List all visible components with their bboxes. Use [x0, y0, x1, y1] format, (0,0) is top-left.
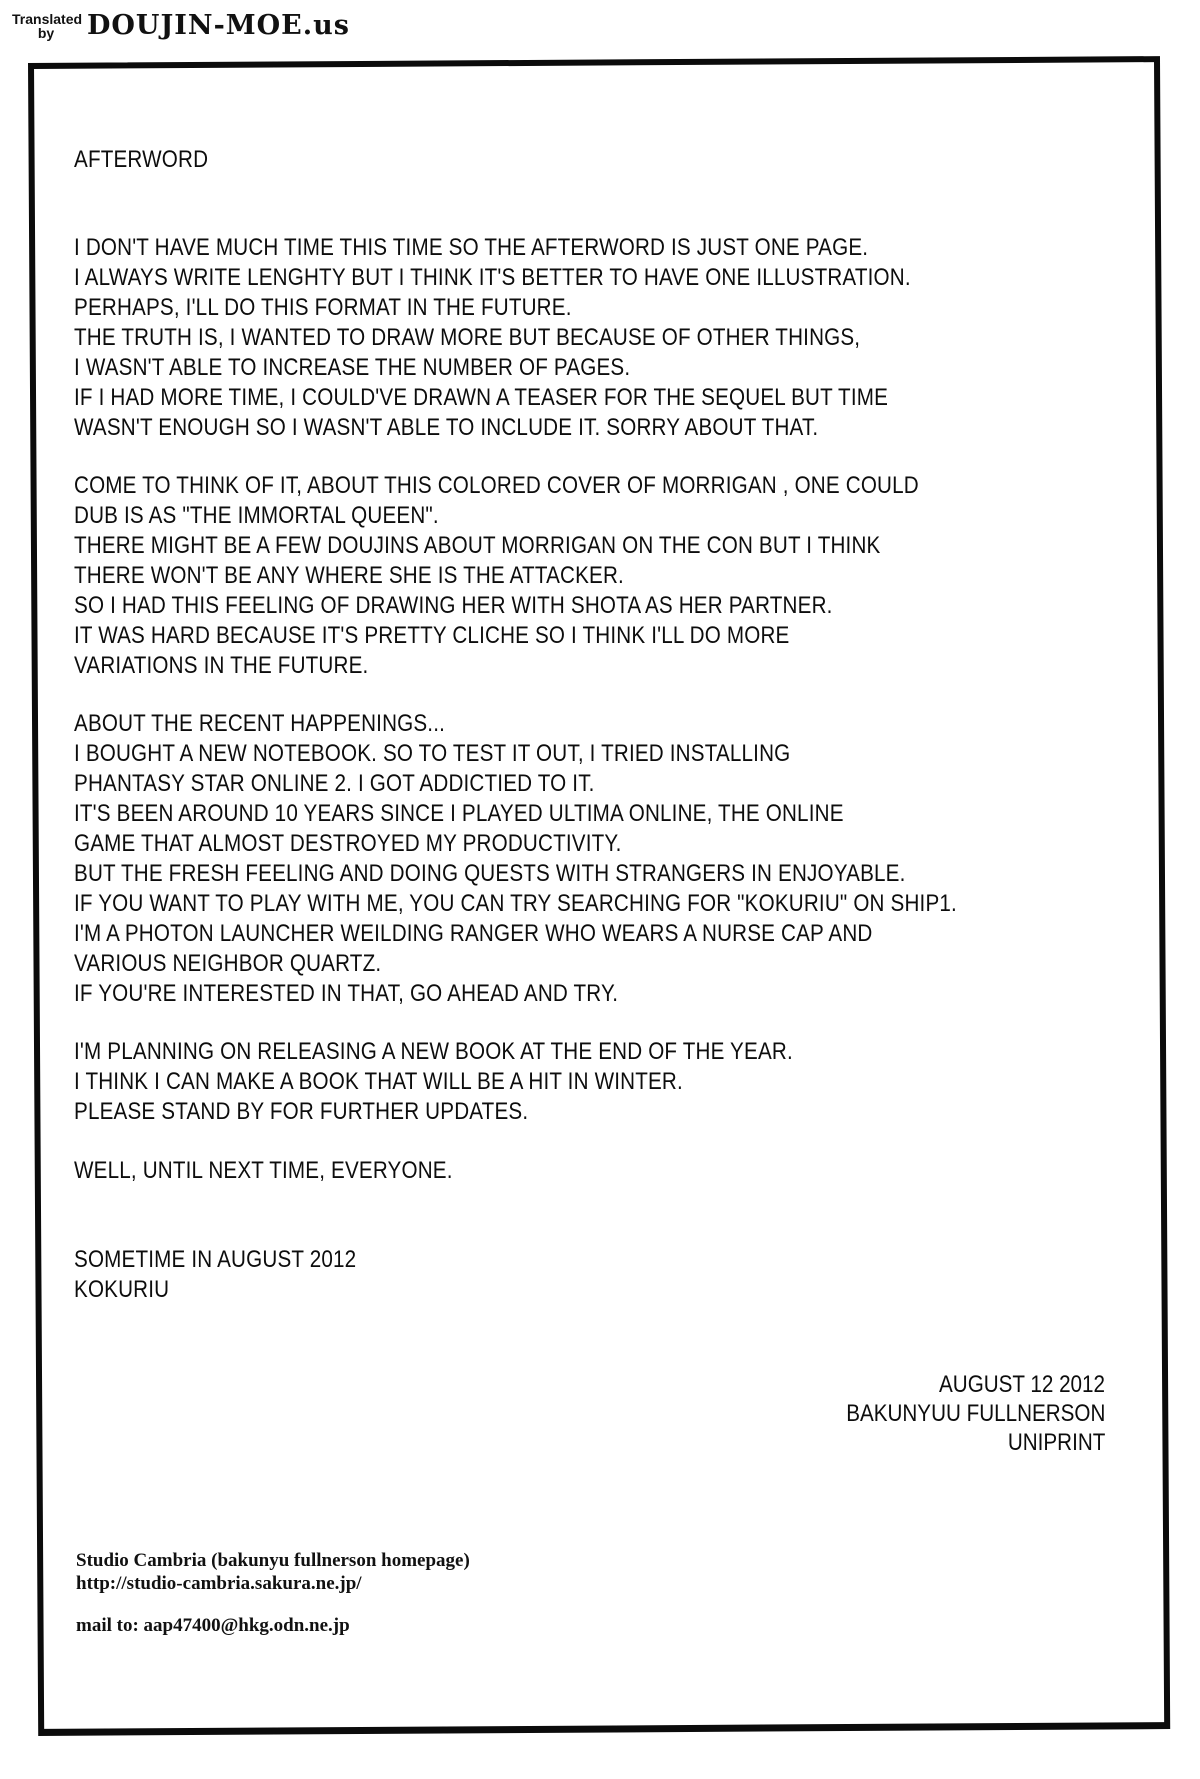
text-line: I DON'T HAVE MUCH TIME THIS TIME SO THE AFTERWORD IS JUST ONE PAGE. — [74, 234, 869, 261]
signature-author: KOKURIU — [74, 1276, 170, 1303]
text-line: I BOUGHT A NEW NOTEBOOK. SO TO TEST IT OUT, I TRIED INSTALLING — [74, 740, 791, 767]
text-line: DUB IS AS "THE IMMORTAL QUEEN". — [74, 502, 439, 529]
text-line: THERE WON'T BE ANY WHERE SHE IS THE ATTACKER. — [74, 562, 624, 589]
text-line: I THINK I CAN MAKE A BOOK THAT WILL BE A HIT IN WINTER. — [74, 1068, 683, 1095]
text-line: IF YOU WANT TO PLAY WITH ME, YOU CAN TRY SEARCHING FOR "KOKURIU" ON SHIP1. — [74, 890, 957, 917]
colophon-printer: UNIPRINT — [1007, 1429, 1105, 1456]
translator-logo: DOUJIN-MOE.us — [87, 10, 350, 41]
text-line: I ALWAYS WRITE LENGHTY BUT I THINK IT'S BETTER TO HAVE ONE ILLUSTRATION. — [74, 264, 911, 291]
text-line: IF YOU'RE INTERESTED IN THAT, GO AHEAD AND TRY. — [74, 980, 619, 1007]
text-line: VARIOUS NEIGHBOR QUARTZ. — [74, 950, 382, 977]
colophon-title: BAKUNYUU FULLNERSON — [845, 1400, 1105, 1427]
page-title: AFTERWORD — [74, 146, 209, 173]
text-line: IT WAS HARD BECAUSE IT'S PRETTY CLICHE SO I THINK I'LL DO MORE — [74, 622, 790, 649]
translator-credit — [12, 6, 352, 46]
text-line: I'M A PHOTON LAUNCHER WEILDING RANGER WHO WEARS A NURSE CAP AND — [74, 920, 873, 947]
text-line: PLEASE STAND BY FOR FURTHER UPDATES. — [74, 1098, 529, 1125]
text-line: BUT THE FRESH FEELING AND DOING QUESTS WITH STRANGERS IN ENJOYABLE. — [74, 860, 906, 887]
credit-translated-label: Translated — [12, 11, 83, 27]
colophon-date: AUGUST 12 2012 — [939, 1371, 1105, 1398]
text-line: IF I HAD MORE TIME, I COULD'VE DRAWN A TEASER FOR THE SEQUEL BUT TIME — [74, 384, 889, 411]
text-line: PERHAPS, I'LL DO THIS FORMAT IN THE FUTURE. — [74, 294, 572, 321]
homepage-link[interactable]: http://studio-cambria.sakura.ne.jp/ — [76, 1573, 362, 1594]
text-line: IT'S BEEN AROUND 10 YEARS SINCE I PLAYED ULTIMA ONLINE, THE ONLINE — [74, 800, 844, 827]
text-line: I'M PLANNING ON RELEASING A NEW BOOK AT THE END OF THE YEAR. — [74, 1038, 793, 1065]
text-line: PHANTASY STAR ONLINE 2. I GOT ADDICTIED TO IT. — [74, 770, 595, 797]
text-line: WASN'T ENOUGH SO I WASN'T ABLE TO INCLUDE IT. SORRY ABOUT THAT. — [74, 414, 819, 441]
text-line: VARIATIONS IN THE FUTURE. — [74, 652, 369, 679]
email-link[interactable]: mail to: aap47400@hkg.odn.ne.jp — [76, 1615, 350, 1636]
text-line: GAME THAT ALMOST DESTROYED MY PRODUCTIVITY. — [74, 830, 622, 857]
text-line: SO I HAD THIS FEELING OF DRAWING HER WITH SHOTA AS HER PARTNER. — [74, 592, 833, 619]
text-line: THE TRUTH IS, I WANTED TO DRAW MORE BUT BECAUSE OF OTHER THINGS, — [74, 324, 861, 351]
text-line: WELL, UNTIL NEXT TIME, EVERYONE. — [74, 1157, 453, 1184]
studio-name: Studio Cambria (bakunyu fullnerson homepage) — [76, 1550, 470, 1571]
text-line: I WASN'T ABLE TO INCREASE THE NUMBER OF PAGES. — [74, 354, 631, 381]
credit-by-label: by — [37, 25, 55, 41]
text-line: COME TO THINK OF IT, ABOUT THIS COLORED COVER OF MORRIGAN , ONE COULD — [74, 472, 919, 499]
text-line: ABOUT THE RECENT HAPPENINGS... — [74, 710, 446, 737]
text-line: THERE MIGHT BE A FEW DOUJINS ABOUT MORRIGAN ON THE CON BUT I THINK — [74, 532, 881, 559]
signature-date: SOMETIME IN AUGUST 2012 — [74, 1246, 357, 1273]
